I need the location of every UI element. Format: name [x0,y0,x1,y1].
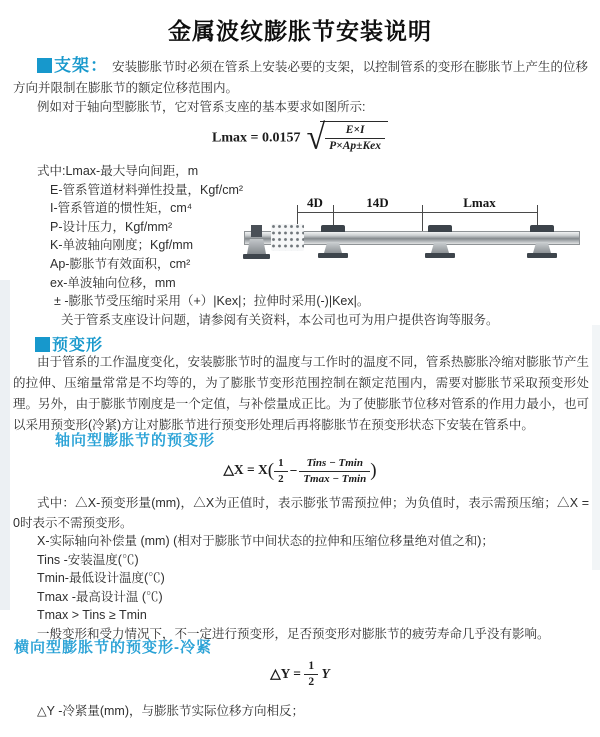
dimension-label-lmax: Lmax [463,195,496,210]
lateral-formula [0,660,600,689]
lateral-note: △Y -冷紧量(mm)，与膨胀节实际位移方向相反； [37,704,305,718]
axial-item: Tins -安装温度(℃) [37,552,139,567]
lmax-formula [0,118,600,158]
axial-formula-lhs: △X = X [223,462,268,478]
definition-line: K-单波轴向刚度；Kgf/mm [50,238,194,253]
section-marker-icon [37,58,52,73]
axial-note-paragraph: 式中：△X-预变形量(mm)，△X为正值时，表示膨张节需预拉伸；为负值时，表示需预压缩；△X = 0时表示不需预变形。 [13,496,589,530]
definition-line: Ap-膨胀节有效面积，cm² [50,256,191,271]
dimension-label-14d: 14D [366,195,389,210]
axial-item: X-实际轴向补偿量 (mm) (相对于膨胀节中间状态的拉伸和压缩位移量绝对值之和)； [37,534,494,548]
anchor-support-icon [243,228,270,259]
minus-sign: − [289,463,298,479]
bellows-icon [271,224,304,251]
sqrt-radical-icon: √ [306,118,326,158]
pipe-support-icon [527,225,557,258]
definition-line: E-管系管道材料弹性投量，Kgf/cm² [50,182,244,197]
lmax-formula-numerator: E×I [325,124,385,139]
axial-item: Tmax > Tins ≥ Tmin [37,608,147,623]
axial-item: Tmin-最低设计温度(℃) [37,571,165,586]
open-paren: ( [267,460,275,482]
axial-item: Tmax -最高设计温 (℃) [37,589,163,604]
definition-line: ex-单波轴向位移，mm [50,275,176,290]
half-fraction: $\frac{1}{2}$ [274,457,288,485]
close-paren: ) [370,460,377,482]
axial-formula [0,457,600,485]
axial-items-list [37,532,550,644]
pipe-support-icon [318,225,348,258]
dimension-label-4d: 4D [307,195,323,210]
predeform-paragraph: 由于管系的工作温度变化，安装膨胀节时的温度与工作时的温度不同，管系热膨胀冷缩对膨胀节产生的拉伸、压缩量常常是不均等的，为了膨胀节变形范围控制在额定范围内，需要对膨胀节采取预变形处理。另外，由于膨胀节刚度是一个定值，与补偿量成正比。为了使膨胀节位移对管系的作用力最小，也可以采用预变形(冷紧)方让对膨胀节进行预变形处理后再将膨胀节在预变形状态下安装在管系中。 [13,355,589,432]
predeform-heading-text: 预变形 [52,337,104,354]
lmax-formula-lhs: Lmax = 0.0157 [212,130,301,146]
pipe-support-icon [425,225,455,258]
section-marker-icon [35,337,50,352]
temperature-fraction: $\frac{\text{Tins − Tmin}}{Tmax - Tmin}$ [299,457,370,485]
lateral-subheading: 横向型膨胀节的预变形-冷紧 [14,639,212,656]
lateral-formula-lhs: △Y = [270,665,301,681]
support-closing-line: 关于管系支座设计问题，请参阅有关资料，本公司也可为用户提供咨询等服务。 [61,312,499,327]
pipe-support-diagram [243,192,583,272]
support-intro-paragraph [13,55,588,99]
definition-line: ± -膨胀节受压缩时采用（+）|Kex|；拉伸时采用(-)|Kex|。 [54,294,370,309]
scan-gutter-left [0,280,10,610]
lateral-formula-rhs: Y [321,665,330,681]
scan-gutter-right [592,325,600,570]
definition-line: I-管系管道的惯性矩，cm⁴ [50,201,193,216]
support-intro-text: 安装膨胀节时必须在管系上安装必要的支架，以控制管系的变形在膨胀节上产生的位移方向并限制在膨胀节的额定位移范围内。 [13,60,588,95]
support-example-line: 例如对于轴向型膨胀节，它对管系支座的基本要求如图所示: [37,100,366,114]
definition-line: 式中:Lmax-最大导向间距，m [37,164,199,178]
lmax-formula-denominator: P×Ap±Kex [329,140,381,153]
support-section-heading: 支架： [54,56,109,75]
sqrt-body [320,121,388,153]
half-fraction: $\frac{1}{2}$ [304,660,318,689]
definition-line: P-设计压力，Kgf/mm² [50,219,173,234]
axial-subheading: 轴向型膨胀节的预变形 [55,432,216,449]
axial-item: 一般变形和受力情况下，不一定进行预变形，足否预变形对膨胀节的疲劳寿命几乎没有影响。 [37,626,550,641]
page-title: 金属波纹膨胀节安装说明 [168,18,432,44]
